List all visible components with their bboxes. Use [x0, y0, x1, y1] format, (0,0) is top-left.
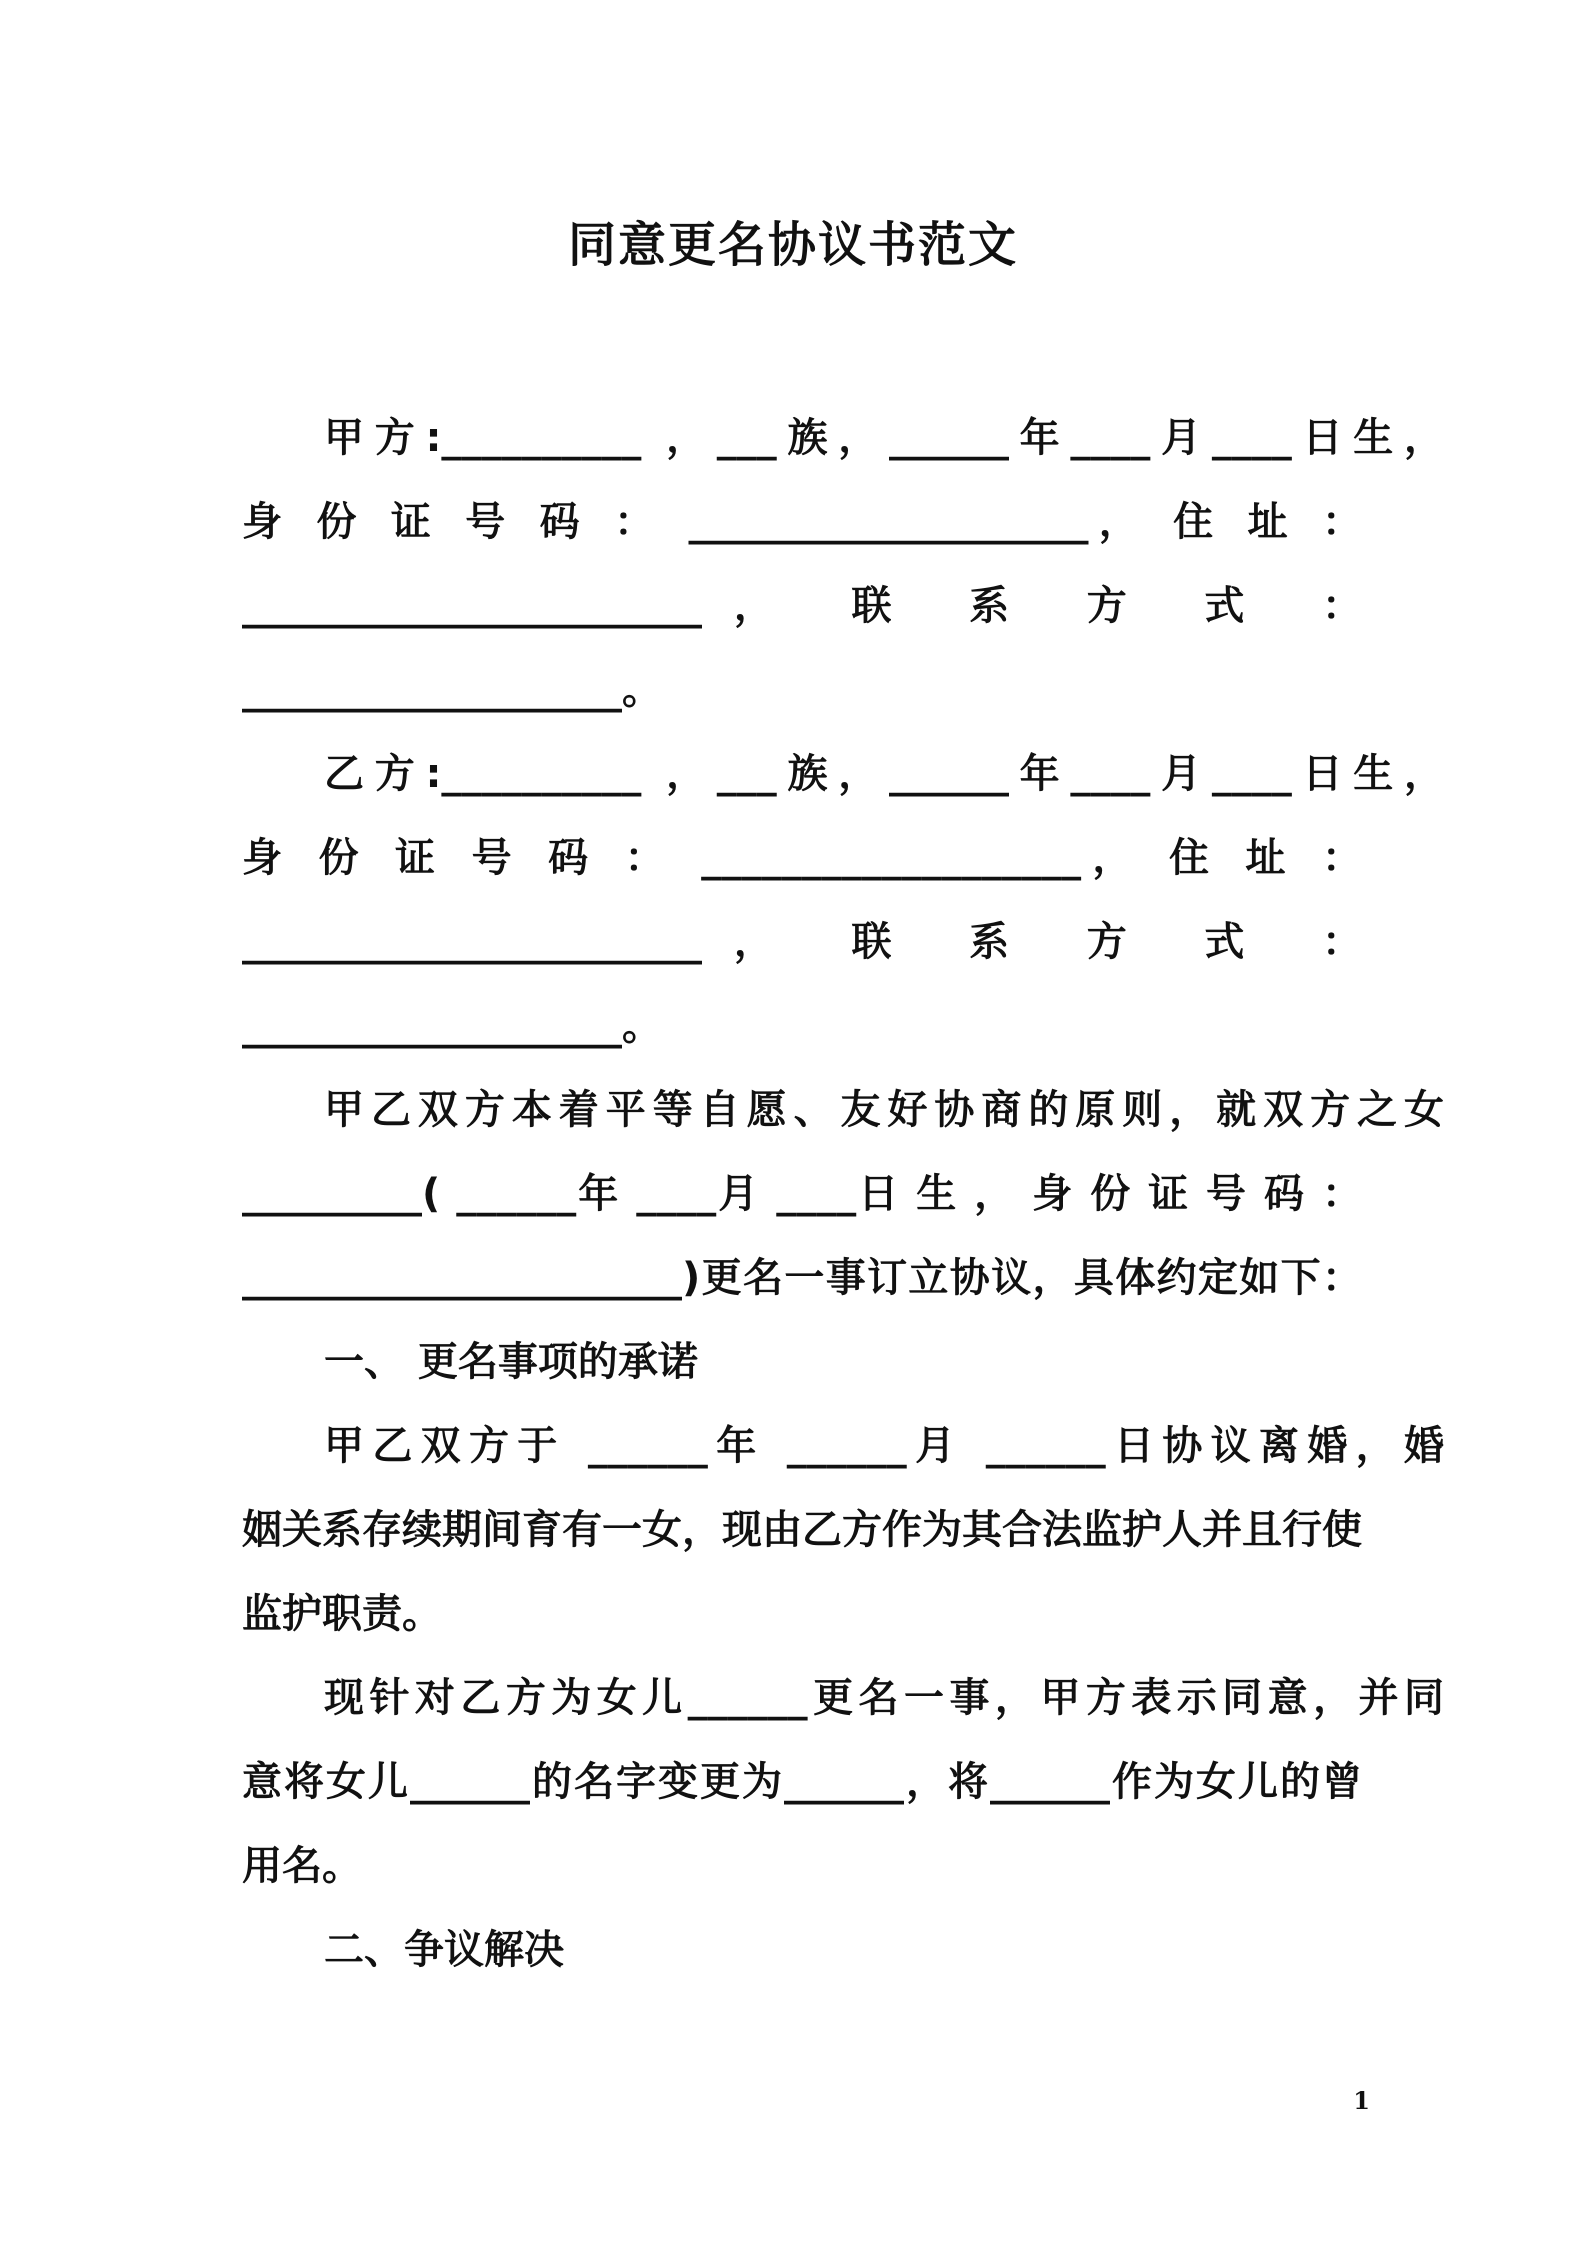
document-title: 同意更名协议书范文 — [567, 217, 1018, 273]
intro-line-1: 甲乙双方本着平等自愿、友好协商的原则，就双方之女 — [324, 1087, 1444, 1133]
section-1-para-2-line-2: 意将女儿______的名字变更为______，将______作为女儿的曾 — [242, 1759, 1362, 1805]
intro-line-3: ______________________)更名一事订立协议，具体约定如下： — [242, 1255, 1362, 1301]
section-1-para-1-line-1: 甲乙双方于 ______年 ______月 ______日协议离婚，婚 — [324, 1423, 1444, 1469]
section-heading-2: 二、争议解决 — [324, 1927, 564, 1973]
section-1-para-2-line-1: 现针对乙方为女儿______更名一事，甲方表示同意，并同 — [324, 1675, 1444, 1721]
party-b-line-2: 身 份 证 号 码 ： ___________________， 住 址 ： — [242, 835, 1362, 881]
party-b-line-1: 乙方:__________ ，___族，______年____月____日生， — [324, 751, 1444, 797]
section-1-para-1-line-2: 姻关系存续期间育有一女，现由乙方作为其合法监护人并且行使 — [242, 1507, 1362, 1553]
party-a-line-1: 甲方:__________ ，___族，______年____月____日生， — [324, 415, 1444, 461]
party-b-line-3: _______________________， 联 系 方 式 ： — [242, 919, 1362, 965]
party-a-line-4: ___________________。 — [242, 667, 662, 713]
party-a-line-2: 身 份 证 号 码 ： ____________________， 住 址 ： — [242, 499, 1362, 545]
section-1-para-1-line-3: 监护职责。 — [242, 1591, 442, 1637]
section-1-para-2-line-3: 用名。 — [242, 1843, 362, 1889]
party-a-line-3: _______________________， 联 系 方 式 ： — [242, 583, 1362, 629]
page-number: 1 — [1353, 2086, 1370, 2115]
section-heading-1: 一、 更名事项的承诺 — [324, 1339, 698, 1385]
party-b-line-4: ___________________。 — [242, 1003, 662, 1049]
intro-line-2: _________( ______年 ____月 ____日 生 ， 身 份 证 号 码 ： — [242, 1171, 1362, 1217]
